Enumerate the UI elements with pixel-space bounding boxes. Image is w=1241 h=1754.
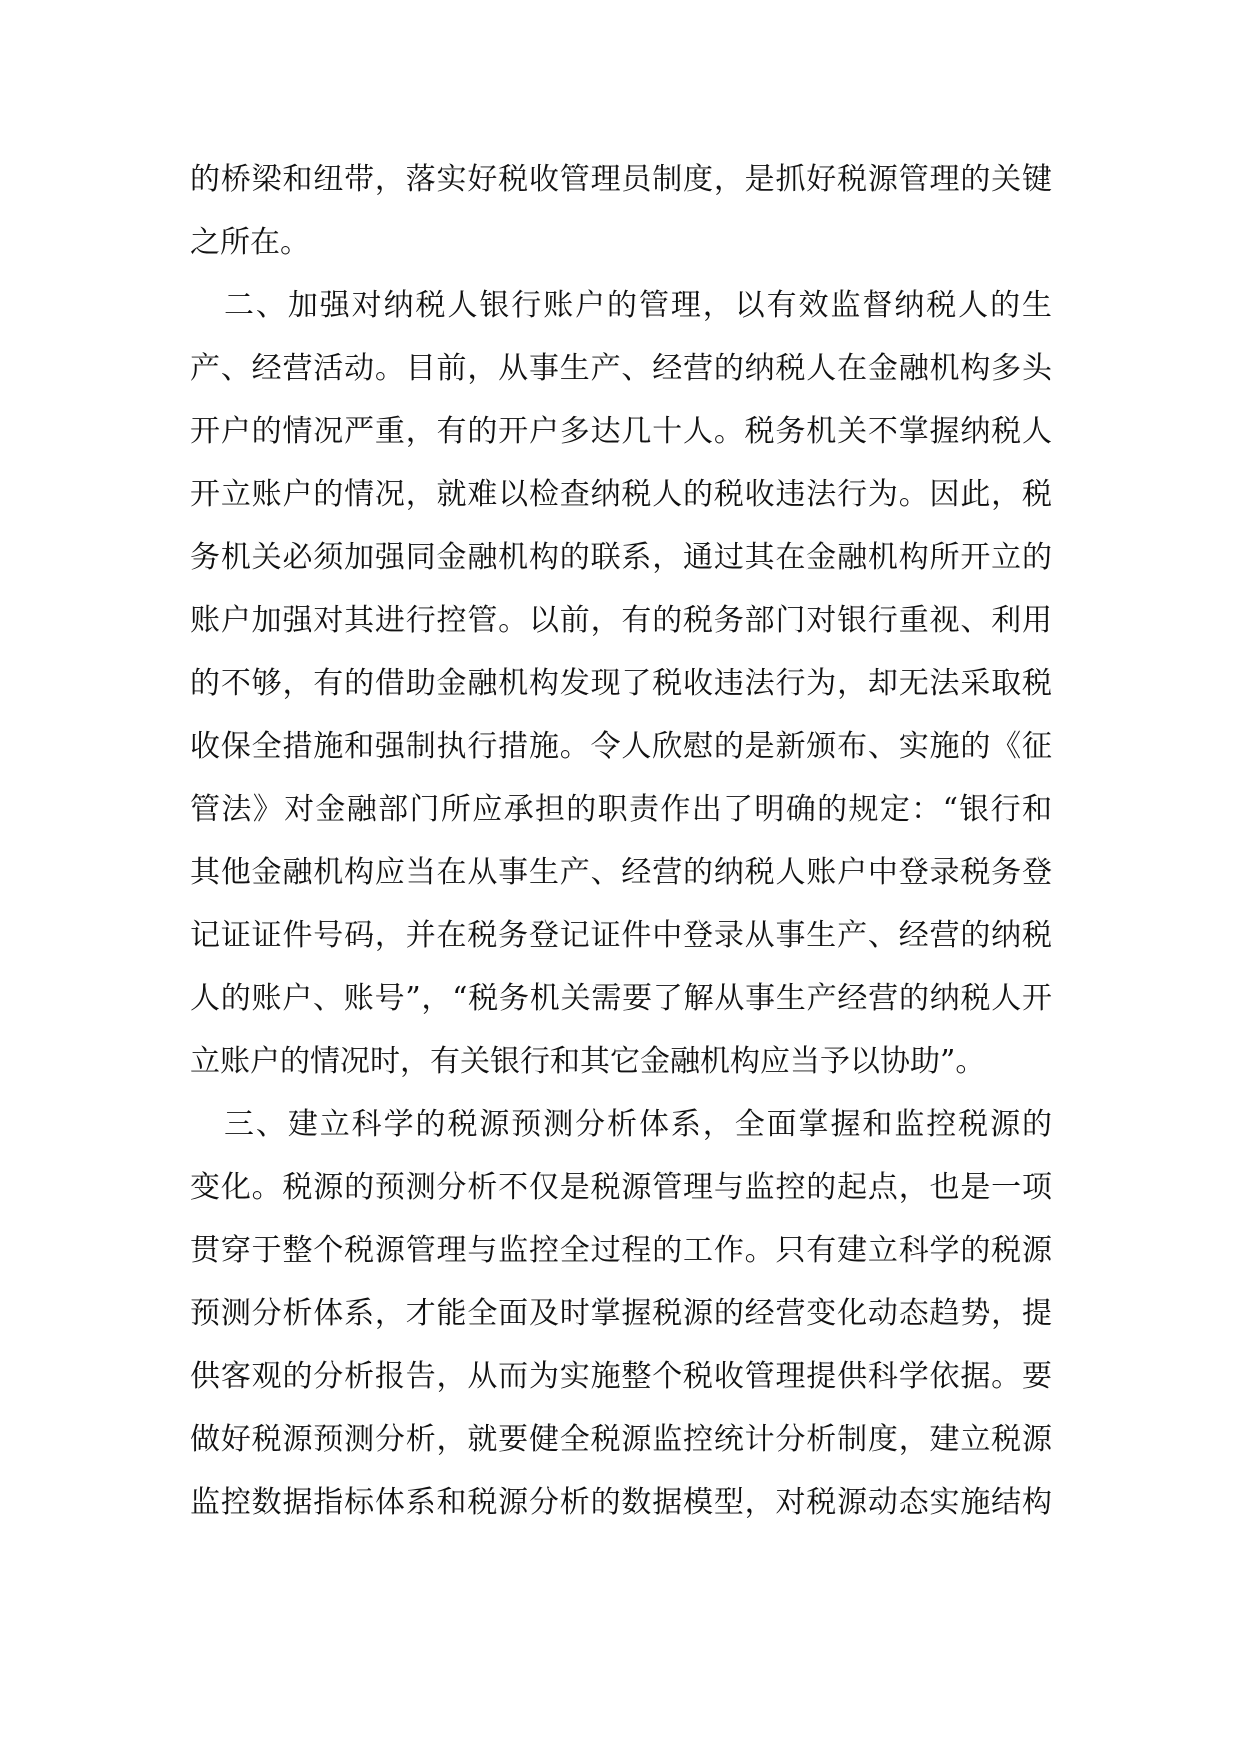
text-line: 立账户的情况时，有关银行和其它金融机构应当予以协助”。 [190,1044,986,1079]
document-body [190,148,1052,1534]
text-line: 的不够，有的借助金融机构发现了税收违法行为，却无法采取税 [190,666,1052,701]
text-line: 供客观的分析报告，从而为实施整个税收管理提供科学依据。要 [190,1359,1052,1394]
text-line: 监控数据指标体系和税源分析的数据模型，对税源动态实施结构 [190,1485,1052,1520]
text-line: 收保全措施和强制执行措施。令人欣慰的是新颁布、实施的《征 [190,729,1052,764]
text-line: 账户加强对其进行控管。以前，有的税务部门对银行重视、利用 [190,603,1052,638]
text-line: 预测分析体系，才能全面及时掌握税源的经营变化动态趋势，提 [190,1296,1052,1331]
text-line: 之所在。 [190,225,310,260]
text-line: 开户的情况严重，有的开户多达几十人。税务机关不掌握纳税人 [190,414,1052,449]
text-line: 贯穿于整个税源管理与监控全过程的工作。只有建立科学的税源 [190,1233,1052,1268]
paragraph-heading-line: 三、建立科学的税源预测分析体系，全面掌握和监控税源的 [224,1107,1052,1142]
text-line: 的桥梁和纽带，落实好税收管理员制度，是抓好税源管理的关键 [190,162,1052,197]
text-line: 其他金融机构应当在从事生产、经营的纳税人账户中登录税务登 [190,855,1052,890]
text-line: 变化。税源的预测分析不仅是税源管理与监控的起点，也是一项 [190,1170,1052,1205]
paragraph-continuation [190,148,1052,274]
paragraph-bank-accounts [190,274,1052,1093]
text-line: 做好税源预测分析，就要健全税源监控统计分析制度，建立税源 [190,1422,1052,1457]
text-line: 产、经营活动。目前，从事生产、经营的纳税人在金融机构多头 [190,351,1052,386]
paragraph-tax-forecast [190,1093,1052,1534]
text-line: 开立账户的情况，就难以检查纳税人的税收违法行为。因此，税 [190,477,1052,512]
paragraph-heading-line: 二、加强对纳税人银行账户的管理，以有效监督纳税人的生 [224,288,1052,323]
text-line: 记证证件号码，并在税务登记证件中登录从事生产、经营的纳税 [190,918,1052,953]
text-line: 务机关必须加强同金融机构的联系，通过其在金融机构所开立的 [190,540,1052,575]
text-line: 人的账户、账号”，“税务机关需要了解从事生产经营的纳税人开 [190,981,1052,1016]
text-line: 管法》对金融部门所应承担的职责作出了明确的规定：“银行和 [190,792,1052,827]
